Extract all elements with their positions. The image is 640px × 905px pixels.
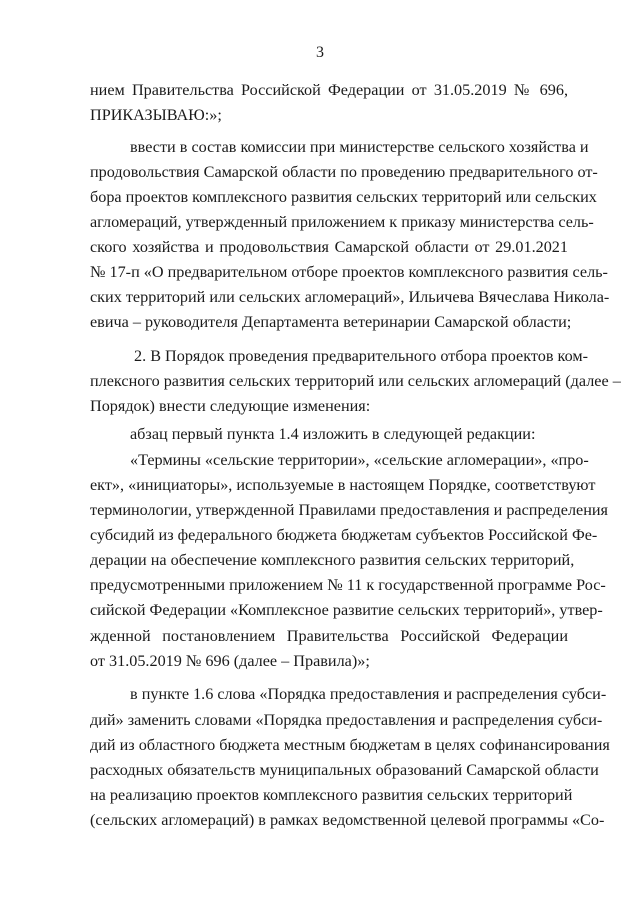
text-line: ских территорий или сельских агломераций», Ильичева Вячеслава Никола- [90,288,610,306]
text-line: дий» заменить словами «Порядка предоставления и распределения субси- [90,711,603,729]
text-line: 2. В Порядок проведения предварительного отбора проектов ком- [134,347,588,365]
text-line: продовольствия Самарской области по проведению предварительного от- [90,163,598,181]
text-line: «Термины «сельские территории», «сельские агломерации», «про- [130,451,589,469]
text-line: плексного развития сельских территорий или сельских агломераций (далее – [90,372,621,390]
text-line: сийской Федерации «Комплексное развитие сельских территорий», утвер- [90,601,603,619]
text-line: на реализацию проектов комплексного развития сельских территорий [90,786,573,804]
page-number: 3 [316,44,324,61]
text-line: ского хозяйства и продовольствия Самарской области от 29.01.2021 [90,238,568,256]
text-line: (сельских агломераций) в рамках ведомственной целевой программы «Со- [90,811,605,829]
text-line: субсидий из федерального бюджета бюджетам субъектов Российской Фе- [90,526,598,544]
text-line: жденной постановлением Правительства Российской Федерации [90,627,568,645]
text-line: предусмотренными приложением № 11 к государственной программе Рос- [90,576,606,594]
text-line: терминологии, утвержденной Правилами предоставления и распределения [90,501,608,519]
text-line: ект», «инициаторы», используемые в настоящем Порядке, соответствуют [90,476,596,494]
text-line: дерации на обеспечение комплексного развития сельских территорий, [90,551,575,569]
text-line: № 17-п «О предварительном отборе проектов комплексного развития сель- [90,263,608,281]
text-line: Порядок) внести следующие изменения: [90,397,371,415]
text-line: дий из областного бюджета местным бюджетам в целях софинансирования [90,736,610,754]
text-line: нием Правительства Российской Федерации от 31.05.2019 № 696, [90,81,568,99]
text-line: абзац первый пункта 1.4 изложить в следующей редакции: [130,425,536,443]
text-line: от 31.05.2019 № 696 (далее – Правила)»; [90,652,370,670]
text-line: агломераций, утвержденный приложением к приказу министерства сель- [90,213,594,231]
text-line: бора проектов комплексного развития сельских территорий или сельских [90,188,597,206]
text-line: ПРИКАЗЫВАЮ:»; [90,106,222,124]
text-line: ввести в состав комиссии при министерстве сельского хозяйства и [130,138,589,156]
text-line: расходных обязательств муниципальных образований Самарской области [90,761,599,779]
text-line: евича – руководителя Департамента ветеринарии Самарской области; [90,313,572,331]
text-line: в пункте 1.6 слова «Порядка предоставления и распределения субси- [130,685,607,703]
